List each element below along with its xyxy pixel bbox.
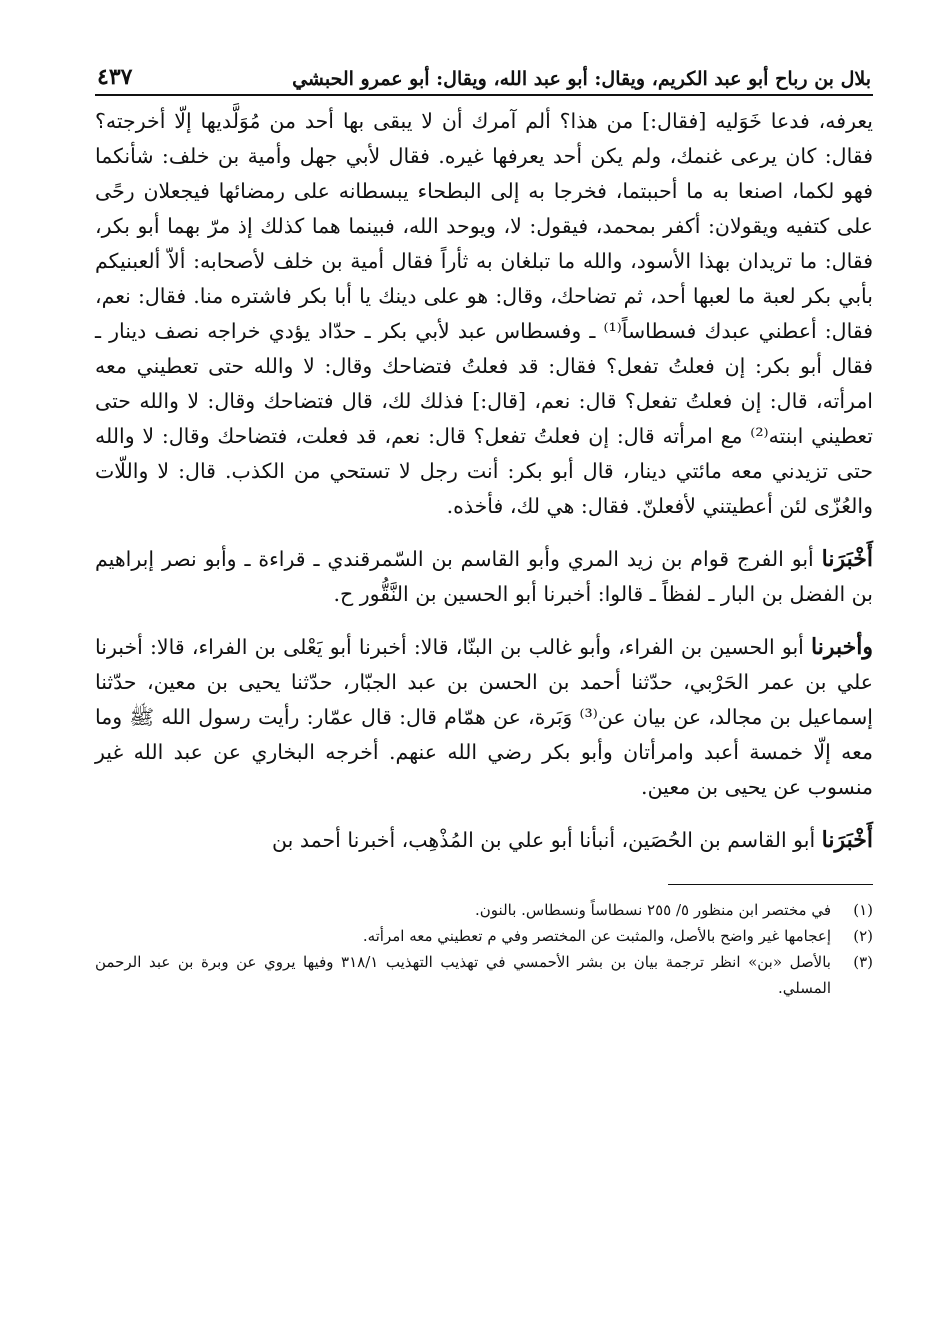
paragraph-2 [95,542,873,612]
footnote-2-text: إعجامها غير واضح بالأصل، والمثبت عن المختصر وفي م تعطيني معه امرأته. [362,927,831,945]
footnote-1-text: في مختصر ابن منظور ٥/ ٢٥٥ نسطاساً ونسطاس. بالنون. [475,901,831,919]
paragraph-3-text: أبو الحسين بن الفراء، وأبو غالب بن البنّا، قالا: أخبرنا أبو يَعْلى بن الفراء، قالا: أخبرنا علي بن عمر الحَرْبي، حدّثنا أحمد بن الحسن بن عبد الجبّار، حدّثنا يحيى بن معين، حدّثنا إسماعيل بن مجالد، عن بيان عن⁽³⁾ وَبَرة، عن همّام قال: قال عمّار: رأيت رسول الله ﷺ وما معه إلّا خمسة أعبد وامرأتان وأبو بكر رضي الله عنهم. أخرجه البخاري عن عبد الله غير منسوب عن يحيى بن معين. [95,635,874,799]
paragraph-3-lead: وأخبرنا [811,634,873,660]
paragraph-4-lead: أَخْبَرَنا [821,827,873,853]
footnote-3-number: (٣) [853,953,873,971]
paragraph-1 [95,104,873,524]
footnotes [95,897,873,1001]
paragraph-3 [95,630,873,805]
paragraph-2-lead: أَخْبَرَنا [821,546,873,572]
main-text [95,104,873,858]
footnote-2-number: (٢) [853,927,873,945]
footnote-2 [95,923,873,949]
paragraph-4-text: أبو القاسم بن الحُصَين، أنبأنا أبو علي بن المُذْهِب، أخبرنا أحمد بن [272,828,822,852]
paragraph-2-text: أبو الفرج قوام بن زيد المري وأبو القاسم بن السّمرقندي ـ قراءة ـ وأبو نصر إبراهيم بن الفضل بن البار ـ لفظاً ـ قالوا: أخبرنا أبو الحسين بن النَّقُّور ح. [95,547,873,606]
book-page [95,56,873,1301]
footnote-3 [95,949,873,1001]
paragraph-4 [95,823,873,858]
running-title: بلال بن رباح أبو عبد الكريم، ويقال: أبو عبد الله، ويقال: أبو عمرو الحبشي [292,68,871,90]
page-header [95,56,873,96]
footnote-1-number: (١) [853,901,873,919]
paragraph-1-text: يعرفه، فدعا خَوَليه [فقال:] من هذا؟ ألم آمرك أن لا يبقى بها أحد من مُوَلَّديها إلّا أخرجته؟ فقال: كان يرعى غنمك، ولم يكن أحد يعرفها غيره. فقال لأبي جهل وأمية بن خلف: شأنكما فهو لكما، اصنعا به ما أحببتما، فخرجا به إلى البطحاء يبسطانه على رمضائها فيجعلان رحًى على كتفيه ويقولان: أكفر بمحمد، فيقول: لا، ويوحد الله، فبينما هما كذلك إذ مرّ بهما أبو بكر، فقال: ما تريدان بهذا الأسود، والله ما تبلغان به ثأراً فقال أمية بن خلف لأصحابه: ألاّ ألعبنيكم بأبي بكر لعبة ما لعبها أحد، ثم تضاحك، وقال: هو على دينك يا أبا بكر فاشتره منا. فقال: نعم، فقال: أعطني عبدك فسطاساً⁽¹⁾ ـ وفسطاس عبد لأبي بكر ـ حدّاد يؤدي خراجه نصف دينار ـ فقال أبو بكر: إن فعلتُ تفعل؟ فقال: قد فعلتُ فتضاحك وقال: لا والله حتى تعطيني معه امرأته، قال: إن فعلتُ تفعل؟ قال: نعم، [قال:] فذلك لك، قال فتضاحك وقال: لا والله حتى تعطيني ابنته⁽²⁾ مع امرأته قال: إن فعلتُ تفعل؟ قال: نعم، قد فعلت، فتضاحك وقال: لا والله حتى تزيدني معه مائتي دينار، قال أبو بكر: أنت رجل لا تستحي من الكذب. قال: لا واللّات والعُزّى لئن أعطيتني لأفعلنّ. فقال: هي لك، فأخذه. [95,109,873,518]
footnote-divider [668,884,873,885]
footnote-1 [95,897,873,923]
footnote-3-text: بالأصل «بن» انظر ترجمة بيان بن بشر الأحمسي في تهذيب التهذيب ٣١٨/١ وفيها يروي عن وبرة بن عبد الرحمن المسلي. [95,953,831,997]
page-number: ٤٣٧ [97,64,133,90]
